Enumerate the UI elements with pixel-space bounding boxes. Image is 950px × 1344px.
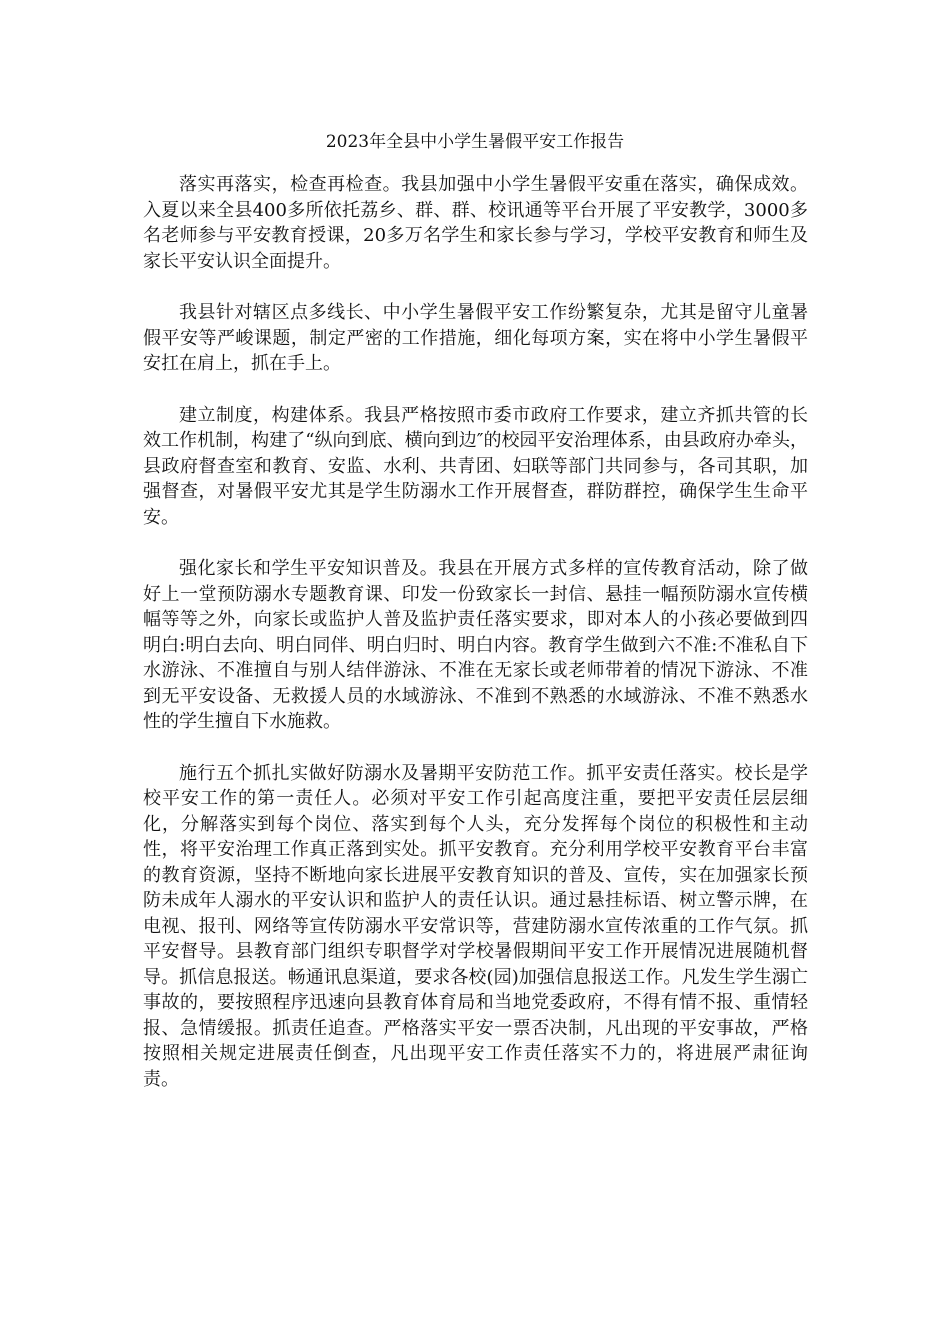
paragraph-1: 落实再落实，检查再检查。我县加强中小学生暑假平安重在落实，确保成效。入夏以来全县400多所依托荔乡、群、群、校讯通等平台开展了平安教学，3000多名老师参与平安教育授课，20多万名学生和家长参与学习，学校平安教育和师生及家长平安认识全面提升。: [143, 174, 808, 272]
paragraph-2: 我县针对辖区点多线长、中小学生暑假平安工作纷繁复杂，尤其是留守儿童暑假平安等严峻课题，制定严密的工作措施，细化每项方案，实在将中小学生暑假平安扛在肩上，抓在手上。: [143, 302, 808, 374]
paragraph-5: 施行五个抓扎实做好防溺水及暑期平安防范工作。抓平安责任落实。校长是学校平安工作的第一责任人。必须对平安工作引起高度注重，要把平安责任层层细化，分解落实到每个岗位、落实到每个人头，充分发挥每个岗位的积极性和主动性，将平安治理工作真正落到实处。抓平安教育。充分利用学校平安教育平台丰富的教育资源，坚持不断地向家长进展平安教育知识的普及、宣传，实在加强家长预防未成年人溺水的平安认识和监护人的责任认识。通过悬挂标语、树立警示牌，在电视、报刊、网络等宣传防溺水平安常识等，营建防溺水宣传浓重的工作气氛。抓平安督导。县教育部门组织专职督学对学校暑假期间平安工作开展情况进展随机督导。抓信息报送。畅通讯息渠道，要求各校(园)加强信息报送工作。凡发生学生溺亡事故的，要按照程序迅速向县教育体育局和当地党委政府，不得有情不报、重情轻报、急情缓报。抓责任追查。严格落实平安一票否决制，凡出现的平安事故，严格按照相关规定进展责任倒查，凡出现平安工作责任落实不力的，将进展严肃征询责。: [143, 762, 808, 1090]
document-body: [143, 172, 808, 1118]
document-title: 2023年全县中小学生暑假平安工作报告: [325, 132, 625, 152]
paragraph-4: 强化家长和学生平安知识普及。我县在开展方式多样的宣传教育活动，除了做好上一堂预防溺水专题教育课、印发一份致家长一封信、悬挂一幅预防溺水宣传横幅等等之外，向家长或监护人普及监护责任落实要求，即对本人的小孩必要做到四明白:明白去向、明白同伴、明白归时、明白内容。教育学生做到六不准:不准私自下水游泳、不准擅自与别人结伴游泳、不准在无家长或老师带着的情况下游泳、不准到无平安设备、无救援人员的水域游泳、不准到不熟悉的水域游泳、不准不熟悉水性的学生擅自下水施救。: [143, 558, 808, 732]
paragraph-3: 建立制度，构建体系。我县严格按照市委市政府工作要求，建立齐抓共管的长效工作机制，构建了“纵向到底、横向到边″的校园平安治理体系，由县政府办牵头，县政府督查室和教育、安监、水利、共青团、妇联等部门共同参与，各司其职，加强督查，对暑假平安尤其是学生防溺水工作开展督查，群防群控，确保学生生命平安。: [143, 404, 808, 528]
